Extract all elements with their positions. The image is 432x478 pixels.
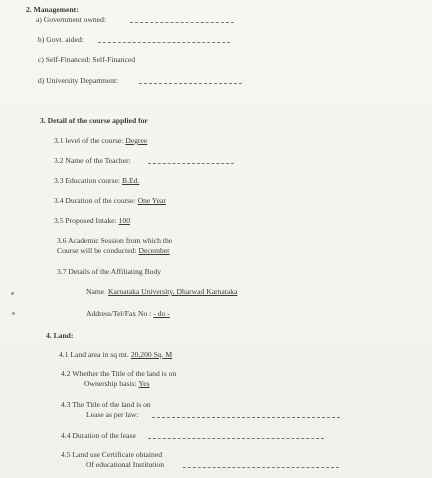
education-course-field (54, 177, 139, 185)
affiliating-name-field (86, 288, 237, 296)
teacher-name-label: 3.2 Name of the Teacher: (54, 156, 131, 165)
course-duration-label: 3.4 Duration of the course: (54, 196, 136, 205)
university-department-label: d) University Department: (38, 76, 119, 85)
course-level-label: 3.1 level of the course: (54, 136, 124, 145)
land-area-value: 20,200 Sq. M (130, 350, 173, 359)
lease-label-line2: Lease as per law: (86, 410, 139, 419)
education-course-value: B.Ed. (122, 176, 140, 185)
margin-mark (11, 292, 14, 295)
government-owned-label: a) Government owned: (36, 15, 107, 24)
land-use-certificate-label-line1: 4.5 Land use Certificate obtained (61, 450, 163, 459)
course-duration-field (54, 197, 166, 205)
land-use-certificate-blank (183, 467, 339, 468)
affiliating-name-label: Name (86, 287, 105, 296)
proposed-intake-field (54, 217, 130, 225)
proposed-intake-label: 3.5 Proposed Intake: (54, 216, 117, 225)
land-title-label-line1: 4.2 Whether the Title of the land is on (61, 369, 177, 378)
land-title-value: Yes (138, 379, 150, 388)
land-title-field (84, 380, 150, 388)
lease-label-line1: 4.3 The Title of the land is on (61, 400, 151, 409)
lease-blank (152, 417, 340, 418)
academic-session-label-line1: 3.6 Academic Session from which the (57, 236, 173, 245)
management-heading: 2. Management: (26, 5, 79, 14)
lease-duration-label: 4.4 Duration of the lease (61, 431, 136, 440)
affiliating-name-value: Karnataka University, Dharwad Karnataka (108, 287, 238, 296)
land-heading: 4. Land: (46, 331, 74, 340)
land-title-label-line2: Ownership basis: (84, 379, 137, 388)
teacher-name-blank (148, 163, 234, 164)
land-use-certificate-label-line2: Of educational Institution (86, 460, 165, 469)
lease-duration-blank (148, 438, 324, 439)
land-area-field (59, 351, 172, 359)
academic-session-value: December (138, 246, 170, 255)
course-level-value: Degree (125, 136, 148, 145)
university-department-blank (139, 83, 242, 84)
government-owned-blank (130, 22, 234, 23)
land-area-label: 4.1 Land area in sq mt. (59, 350, 129, 359)
self-financed-label: c) Self-Financed: Self-Financed (38, 55, 135, 64)
govt-aided-label: b) Govt. aided: (38, 35, 84, 44)
course-heading: 3. Detail of the course applied for (40, 116, 148, 125)
academic-session-field (57, 247, 170, 255)
education-course-label: 3.3 Education course: (54, 176, 121, 185)
affiliating-address-label: Address/Tel/Fax No : (86, 309, 152, 318)
affiliating-address-value: - do - (153, 309, 170, 318)
academic-session-label-line2: Course will be conducted: (57, 246, 137, 255)
proposed-intake-value: 100 (118, 216, 131, 225)
affiliating-body-label: 3.7 Details of the Affiliating Body (57, 267, 162, 276)
affiliating-address-field (86, 310, 170, 318)
course-duration-value: One Year (137, 196, 166, 205)
govt-aided-blank (98, 42, 230, 43)
margin-mark (12, 312, 15, 315)
course-level-field (54, 137, 147, 145)
